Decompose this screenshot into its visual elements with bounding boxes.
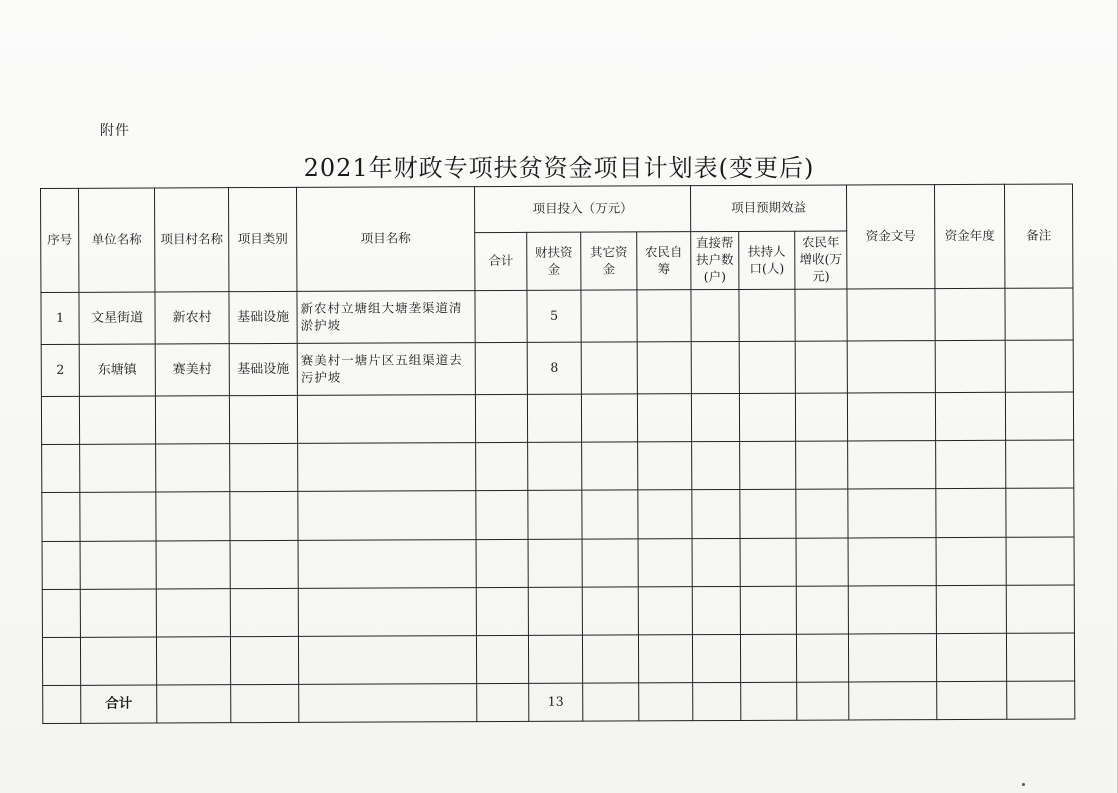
cell-project-name xyxy=(297,395,475,444)
cell-farmer xyxy=(638,586,692,634)
cell-income xyxy=(796,634,848,682)
cell-village: 新农村 xyxy=(155,292,229,344)
cell-other xyxy=(583,683,639,721)
cell-doc-no xyxy=(848,633,936,681)
cell-category xyxy=(229,396,297,444)
cell-households xyxy=(693,682,741,720)
cell-households xyxy=(691,394,739,442)
header-fund-year: 资金年度 xyxy=(935,184,1005,288)
cell-total xyxy=(475,290,527,342)
cell-seq xyxy=(42,541,80,589)
empty-table-row xyxy=(41,392,1073,445)
cell-doc-no xyxy=(847,289,935,341)
empty-table-row xyxy=(42,440,1074,493)
cell-unit xyxy=(80,492,156,540)
header-seq: 序号 xyxy=(41,188,79,292)
cell-project-name: 新农村立塘组大塘垄渠道清淤护坡 xyxy=(297,291,475,344)
cell-unit xyxy=(80,589,156,637)
cell-category xyxy=(230,588,298,636)
cell-total xyxy=(476,443,528,491)
cell-income xyxy=(795,341,847,393)
cell-total xyxy=(475,395,527,443)
cell-farmer xyxy=(638,490,692,538)
cell-total xyxy=(476,587,528,635)
cell-total xyxy=(476,539,528,587)
cell-fiscal xyxy=(528,491,582,539)
cell-farmer xyxy=(637,394,691,442)
cell-village xyxy=(156,492,230,540)
cell-other xyxy=(582,442,638,490)
cell-households xyxy=(692,490,740,538)
cell-other xyxy=(582,490,638,538)
cell-farmer xyxy=(638,538,692,586)
cell-unit xyxy=(79,396,155,444)
cell-income xyxy=(796,538,848,586)
cell-seq xyxy=(42,637,80,685)
header-investment-farmer: 农民自筹 xyxy=(637,232,691,290)
cell-fund-year xyxy=(936,537,1006,585)
cell-fund-year xyxy=(935,340,1005,392)
header-investment-fiscal: 财扶资金 xyxy=(527,232,581,290)
cell-project-name xyxy=(298,443,476,492)
fund-plan-table xyxy=(40,183,1075,724)
cell-farmer xyxy=(637,342,691,394)
cell-households xyxy=(692,634,740,682)
cell-other xyxy=(581,394,637,442)
attachment-label: 附件 xyxy=(100,123,130,139)
cell-fund-year xyxy=(936,633,1006,681)
header-benefit-people: 扶持人口(人) xyxy=(739,231,795,289)
header-category: 项目类别 xyxy=(229,187,297,291)
cell-other xyxy=(582,587,638,635)
cell-unit xyxy=(80,444,156,492)
cell-doc-no xyxy=(847,341,935,393)
cell-fund-year xyxy=(937,681,1007,719)
cell-village xyxy=(156,540,230,588)
cell-category xyxy=(230,492,298,540)
cell-households xyxy=(692,586,740,634)
cell-total xyxy=(475,342,527,394)
cell-category: 基础设施 xyxy=(229,291,297,343)
cell-seq xyxy=(43,685,81,723)
cell-seq xyxy=(41,397,79,445)
cell-fiscal xyxy=(528,587,582,635)
total-fiscal-value: 13 xyxy=(529,683,583,721)
cell-other xyxy=(581,290,637,342)
cell-income xyxy=(797,682,849,720)
cell-income xyxy=(795,393,847,441)
cell-fund-year xyxy=(935,393,1005,441)
header-investment-total: 合计 xyxy=(475,232,527,290)
cell-income xyxy=(795,289,847,341)
cell-fiscal: 8 xyxy=(527,342,581,394)
cell-people xyxy=(739,341,795,393)
total-label: 合计 xyxy=(81,685,157,723)
cell-remarks xyxy=(1005,340,1073,392)
cell-category xyxy=(231,684,299,722)
cell-village xyxy=(156,588,230,636)
cell-seq: 2 xyxy=(41,344,79,396)
cell-other xyxy=(582,538,638,586)
cell-village xyxy=(157,685,231,723)
cell-project-name xyxy=(298,587,476,636)
cell-doc-no xyxy=(847,393,935,441)
empty-table-row xyxy=(42,537,1074,590)
cell-project-name xyxy=(298,539,476,588)
cell-village xyxy=(156,636,230,684)
header-doc-no: 资金文号 xyxy=(847,185,935,289)
cell-total xyxy=(476,635,528,683)
cell-remarks xyxy=(1005,288,1073,340)
cell-fiscal: 5 xyxy=(527,290,581,342)
cell-other xyxy=(581,342,637,394)
cell-doc-no xyxy=(848,585,936,633)
cell-seq xyxy=(42,493,80,541)
table-row xyxy=(41,288,1073,345)
cell-seq: 1 xyxy=(41,292,79,344)
scan-speck xyxy=(1022,783,1025,786)
header-village: 项目村名称 xyxy=(155,188,229,292)
cell-village xyxy=(156,444,230,492)
cell-people xyxy=(739,393,795,441)
cell-doc-no xyxy=(849,681,937,720)
cell-remarks xyxy=(1006,585,1074,633)
header-remarks: 备注 xyxy=(1005,184,1073,288)
header-benefit-households: 直接帮扶户数(户) xyxy=(691,231,739,289)
header-benefit-group: 项目预期效益 xyxy=(691,185,847,232)
cell-people xyxy=(741,682,797,720)
cell-remarks xyxy=(1006,633,1074,681)
cell-project-name xyxy=(299,683,477,722)
cell-village: 赛美村 xyxy=(155,344,229,396)
cell-doc-no xyxy=(848,441,936,489)
cell-doc-no xyxy=(848,537,936,585)
cell-fiscal xyxy=(527,394,581,442)
cell-income xyxy=(796,489,848,537)
table-body xyxy=(41,288,1075,723)
cell-fiscal xyxy=(528,539,582,587)
cell-seq xyxy=(42,445,80,493)
total-row xyxy=(43,681,1075,724)
cell-people xyxy=(740,586,796,634)
empty-table-row xyxy=(42,633,1074,686)
cell-unit: 文星街道 xyxy=(79,292,155,344)
cell-people xyxy=(740,442,796,490)
cell-people xyxy=(740,538,796,586)
cell-fund-year xyxy=(936,489,1006,537)
header-investment-other: 其它资金 xyxy=(581,232,637,290)
cell-people xyxy=(740,490,796,538)
table-row xyxy=(41,340,1073,397)
cell-seq xyxy=(42,589,80,637)
cell-fiscal xyxy=(528,442,582,490)
cell-remarks xyxy=(1006,488,1074,536)
cell-category: 基础设施 xyxy=(229,343,297,395)
header-unit: 单位名称 xyxy=(79,188,155,292)
cell-farmer xyxy=(638,442,692,490)
cell-category xyxy=(230,444,298,492)
cell-households xyxy=(692,442,740,490)
cell-category xyxy=(230,636,298,684)
cell-unit xyxy=(80,637,156,685)
cell-total xyxy=(476,491,528,539)
cell-farmer xyxy=(638,634,692,682)
cell-fund-year xyxy=(935,288,1005,340)
cell-project-name xyxy=(298,491,476,540)
cell-fund-year xyxy=(936,441,1006,489)
cell-remarks xyxy=(1006,537,1074,585)
cell-remarks xyxy=(1006,440,1074,488)
cell-farmer xyxy=(639,683,693,721)
cell-total xyxy=(477,683,529,721)
cell-unit: 东塘镇 xyxy=(79,344,155,396)
header-investment-group: 项目投入（万元） xyxy=(474,186,690,233)
cell-income xyxy=(796,441,848,489)
page-title: 2021年财政专项扶贫资金项目计划表(变更后) xyxy=(303,154,815,182)
header-benefit-income: 农民年增收(万元) xyxy=(795,231,847,289)
cell-households xyxy=(692,538,740,586)
cell-remarks xyxy=(1007,681,1075,719)
cell-people xyxy=(739,289,795,341)
cell-fund-year xyxy=(936,585,1006,633)
cell-farmer xyxy=(637,290,691,342)
cell-people xyxy=(740,634,796,682)
cell-doc-no xyxy=(848,489,936,537)
cell-project-name: 赛美村一塘片区五组渠道去污护坡 xyxy=(297,343,475,396)
cell-households xyxy=(691,342,739,394)
cell-fiscal xyxy=(528,635,582,683)
header-project-name: 项目名称 xyxy=(296,187,474,292)
empty-table-row xyxy=(42,585,1074,638)
cell-unit xyxy=(80,541,156,589)
cell-income xyxy=(796,586,848,634)
empty-table-row xyxy=(42,488,1074,541)
cell-category xyxy=(230,540,298,588)
cell-project-name xyxy=(298,635,476,684)
cell-village xyxy=(155,396,229,444)
cell-households xyxy=(691,289,739,341)
cell-other xyxy=(582,635,638,683)
cell-remarks xyxy=(1005,392,1073,440)
